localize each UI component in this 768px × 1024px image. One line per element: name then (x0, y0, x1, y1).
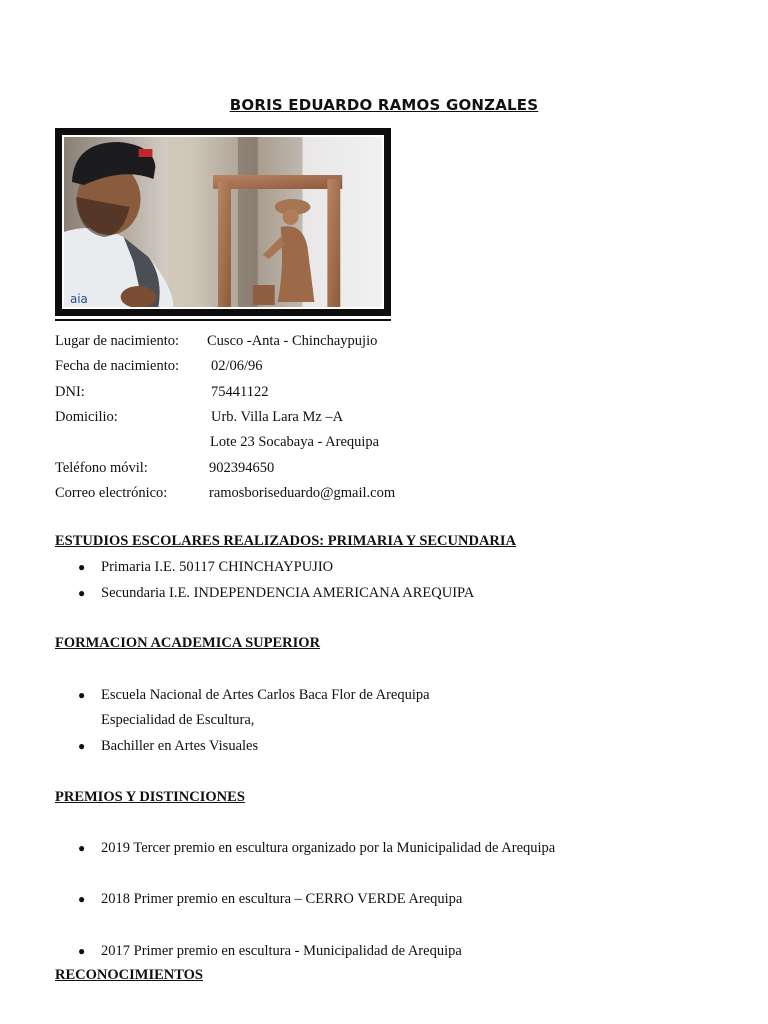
info-label: Domicilio: (55, 409, 118, 426)
section-heading-recognitions: RECONOCIMIENTOS (55, 967, 203, 983)
section-heading-awards: PREMIOS Y DISTINCIONES (55, 789, 245, 805)
info-value: 02/06/96 (211, 358, 263, 375)
bullet-icon: ● (78, 944, 86, 958)
bullet-icon: ● (78, 841, 86, 855)
section-heading-school: ESTUDIOS ESCOLARES REALIZADOS: PRIMARIA Y SECUNDARIA (55, 533, 516, 549)
info-label: Teléfono móvil: (55, 459, 148, 476)
list-item: ● Escuela Nacional de Artes Carlos Baca Flor de Arequipa (78, 687, 430, 703)
bullet-icon: ● (78, 586, 86, 600)
info-row-birthplace (55, 329, 395, 354)
info-label: Fecha de nacimiento: (55, 358, 180, 375)
info-label: Correo electrónico: (55, 484, 168, 501)
list-item-continuation: Especialidad de Escultura, (101, 712, 255, 728)
info-value: 902394650 (209, 459, 275, 476)
profile-photo-frame (55, 128, 391, 316)
info-value: Cusco -Anta - Chinchaypujio (207, 333, 378, 350)
info-value: Urb. Villa Lara Mz –A (211, 409, 344, 426)
bullet-icon: ● (78, 560, 86, 574)
svg-text:aia: aia (69, 291, 88, 307)
list-item: ● Primaria I.E. 50117 CHINCHAYPUJIO (78, 559, 334, 575)
personal-info (55, 329, 395, 506)
info-row-phone (55, 455, 395, 480)
bullet-icon: ● (78, 892, 86, 906)
list-item: ● 2018 Primer premio en escultura – CERRO VERDE Arequipa (78, 891, 463, 907)
sculptor-photo-icon (64, 137, 382, 307)
info-label: DNI: (55, 383, 85, 400)
list-item: ● Secundaria I.E. INDEPENDENCIA AMERICANA AREQUIPA (78, 585, 475, 601)
info-value: 75441122 (211, 383, 269, 400)
email-link[interactable]: ramosboriseduardo@gmail.com (209, 484, 396, 501)
page-title: BORIS EDUARDO RAMOS GONZALES (229, 96, 539, 114)
list-item: ● 2017 Primer premio en escultura - Municipalidad de Arequipa (78, 943, 462, 959)
info-row-email (55, 481, 395, 506)
bullet-icon: ● (78, 739, 86, 753)
info-row-birthdate (55, 354, 395, 379)
info-label: Lugar de nacimiento: (55, 333, 180, 350)
bullet-icon: ● (78, 688, 86, 702)
info-value: Lote 23 Socabaya - Arequipa (210, 434, 380, 451)
info-row-address (55, 405, 395, 430)
section-heading-higher: FORMACION ACADEMICA SUPERIOR (55, 635, 321, 651)
list-item: ● 2019 Tercer premio en escultura organizado por la Municipalidad de Arequipa (78, 840, 556, 856)
list-item: ● Bachiller en Artes Visuales (78, 738, 259, 754)
info-row-dni (55, 380, 395, 405)
info-row-address-cont (55, 430, 395, 455)
